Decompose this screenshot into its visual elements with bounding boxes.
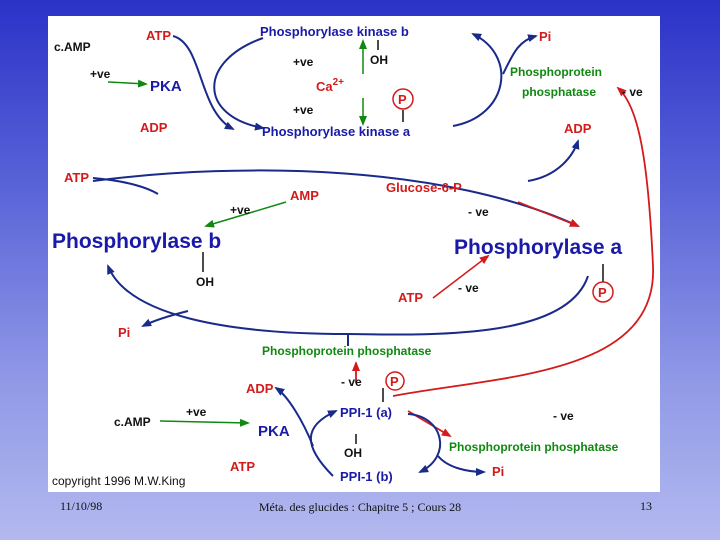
p-kinase-label: P	[398, 92, 407, 107]
pka-top-arc-arrow	[173, 36, 233, 129]
g6p-inhibition-arrow	[518, 202, 578, 226]
atp-left-label: ATP	[64, 170, 90, 185]
neg-pp-top-label: - ve	[622, 85, 643, 99]
glucose-6-p-label: Glucose-6-P	[386, 180, 462, 195]
camp-pka-top-activation	[108, 82, 146, 84]
phosphorylase-a-label: Phosphorylase a	[454, 236, 623, 259]
ppi-oh-label: OH	[344, 446, 362, 460]
kinase-phosphorylation-arrow	[214, 38, 263, 128]
ppi-phosphorylation-arrow	[311, 411, 336, 476]
pi-low-release-arrow	[438, 456, 484, 472]
ve-ca-up-label: +ve	[293, 55, 314, 69]
ve-top-label: +ve	[90, 67, 111, 81]
ppi-1-a-label: PPI-1 (a)	[340, 405, 393, 420]
ppi-dephosphorylation-arrow	[408, 414, 440, 472]
phosphoprotein-top-label-1: Phosphoprotein	[510, 65, 602, 79]
adp-right-arrow	[528, 141, 578, 181]
pi-mid-label: Pi	[118, 325, 131, 340]
p-a-label: P	[598, 285, 607, 300]
pi-mid-release-arrow	[143, 311, 188, 326]
ve-low-label: +ve	[186, 405, 207, 419]
adp-low-label: ADP	[246, 381, 274, 396]
adp-top-label: ADP	[140, 120, 168, 135]
neg-g6p-label: - ve	[468, 205, 489, 219]
adp-right-label: ADP	[564, 121, 592, 136]
camp-low-label: c.AMP	[114, 415, 151, 429]
ca-label	[316, 77, 344, 94]
footer-page-number: 13	[640, 499, 652, 513]
ve-amp-label: +ve	[230, 203, 251, 217]
ca-superscript: 2+	[332, 77, 345, 88]
kinase-dephosphorylation-arrow	[453, 34, 501, 126]
phosphorylase-b-label: Phosphorylase b	[52, 230, 222, 253]
amp-label: AMP	[290, 188, 319, 203]
pi-low-label: Pi	[492, 464, 505, 479]
atp-top-label: ATP	[146, 28, 172, 43]
camp-top-label: c.AMP	[54, 40, 91, 54]
footer-course-title: Méta. des glucides : Chapitre 5 ; Cours 28	[258, 500, 462, 514]
phosphorylation-arc-arrow	[93, 170, 578, 226]
pka-low-label: PKA	[258, 423, 290, 440]
atp-mid-label: ATP	[398, 290, 424, 305]
neg-low-right-label: - ve	[553, 409, 574, 423]
phosphoprotein-mid-label: Phosphoprotein phosphatase	[262, 344, 432, 358]
phosphoprotein-low-label: Phosphoprotein phosphatase	[449, 440, 619, 454]
diagram-panel	[48, 16, 660, 492]
neg-ppi-label: - ve	[341, 375, 362, 389]
p-ppi-label: P	[390, 374, 399, 389]
copyright-label: copyright 1996 M.W.King	[52, 474, 186, 488]
glycogen-phosphorylase-regulation-diagram	[48, 16, 660, 492]
phosphoprotein-top-label-2: phosphatase	[522, 85, 597, 99]
ppi-1-b-label: PPI-1 (b)	[340, 469, 393, 484]
dephosphorylation-arc-arrow	[108, 266, 588, 335]
phos-b-oh-label: OH	[196, 275, 214, 289]
pka-top-label: PKA	[150, 78, 182, 95]
atp-low-label: ATP	[230, 459, 256, 474]
pi-top-label: Pi	[539, 29, 552, 44]
ve-ca-down-label: +ve	[293, 103, 314, 117]
ca-base: Ca	[316, 79, 333, 94]
footer-date: 11/10/98	[60, 499, 103, 513]
kinase-b-oh-label: OH	[370, 53, 388, 67]
neg-atp-label: - ve	[458, 281, 479, 295]
phosphorylase-kinase-a-label: Phosphorylase kinase a	[262, 124, 411, 139]
phosphorylase-kinase-b-label: Phosphorylase kinase b	[260, 24, 409, 39]
camp-pka-low-activation	[160, 421, 248, 423]
